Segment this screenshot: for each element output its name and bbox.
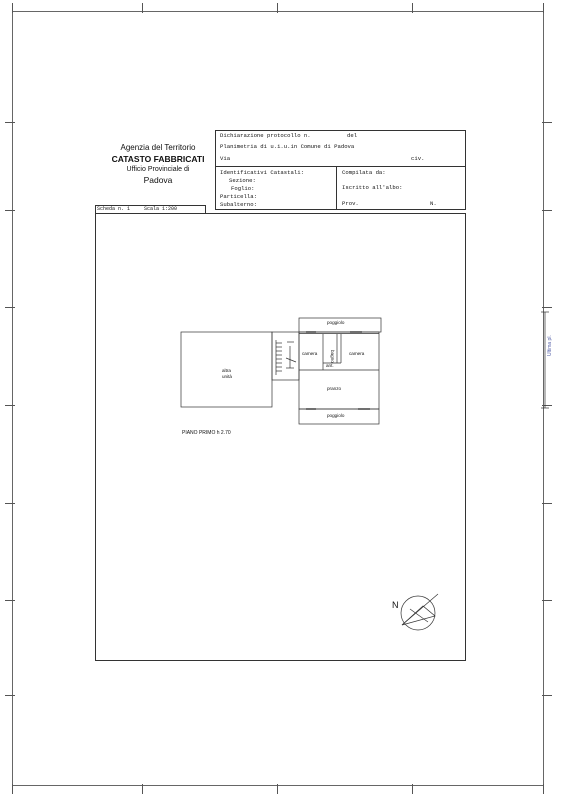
balcony-top-label: poggiolo: [327, 320, 345, 325]
room-pranzo: pranzo: [327, 386, 342, 391]
compiler-title: Compilata da:: [342, 169, 386, 176]
declaration-date-label: del: [347, 132, 358, 139]
office-label: Ufficio Provinciale di: [126, 166, 190, 174]
other-unit-label-2: unità: [222, 374, 232, 379]
via-label: Via: [220, 155, 231, 162]
sheet-scale: Scala 1:200: [144, 206, 178, 212]
north-arrow-icon: N: [392, 600, 399, 610]
office-city: Padova: [143, 174, 173, 185]
balcony-bottom-label: poggiolo: [327, 413, 345, 418]
other-unit-label-1: altra: [222, 368, 231, 373]
identifiers-title: Identificativi Catastali:: [220, 169, 304, 176]
foglio-label: Foglio:: [231, 185, 255, 192]
subalterno-label: Subalterno:: [220, 201, 257, 208]
number-label: N.: [430, 200, 437, 207]
sheet-side-label: Ultima pl.: [547, 335, 553, 356]
iscritto-label: Iscritto all'albo:: [342, 184, 403, 191]
catasto-title: CATASTO FABBRICATI: [111, 153, 205, 164]
sheet-number: Scheda n. 1: [97, 206, 131, 212]
room-camera-left: camera: [302, 351, 318, 356]
room-anticamera: ant.: [326, 363, 334, 368]
particella-label: Particella:: [220, 193, 257, 200]
floor-level-label: PIANO PRIMO h 2.70: [182, 430, 231, 436]
civ-label: civ.: [411, 155, 425, 162]
planimetria-label: Planimetria di u.i.u.in Comune di Padova: [220, 143, 355, 150]
room-camera-right: camera: [349, 351, 365, 356]
prov-label: Prov.: [342, 200, 359, 207]
agency-name: Agenzia del Territorio: [120, 143, 196, 152]
declaration-label: Dichiarazione protocollo n.: [220, 132, 311, 139]
room-bagno: bagno: [330, 350, 335, 363]
sezione-label: Sezione:: [229, 177, 256, 184]
